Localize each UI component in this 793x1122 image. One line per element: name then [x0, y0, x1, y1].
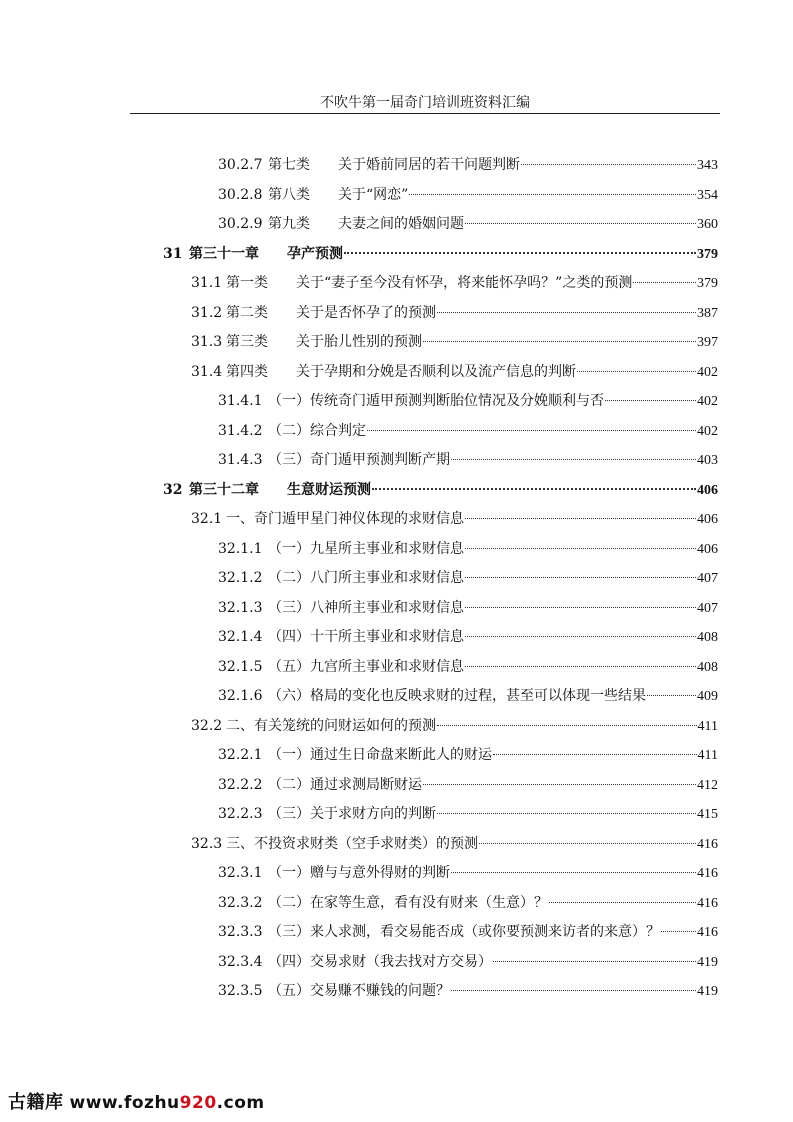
toc-entry-number: 32.3.4: [218, 953, 263, 970]
toc-entry-page: 379: [697, 246, 718, 262]
toc-entry-label: 第三十一章: [189, 245, 259, 262]
toc-entry[interactable]: [191, 268, 718, 298]
toc-entry-page: 402: [697, 364, 718, 380]
header-divider: [130, 113, 720, 114]
toc-leader-dots: [367, 430, 696, 431]
toc-entry-number: 31.2: [191, 304, 223, 321]
toc-entry-title: （五）交易赚不赚钱的问题？: [268, 983, 450, 999]
toc-entry-page: 416: [697, 836, 718, 852]
toc-entry[interactable]: [218, 976, 718, 1006]
toc-entry-number: 31.4: [191, 363, 223, 380]
toc-entry-title: （三）奇门遁甲预测判断产期: [268, 452, 450, 468]
toc-entry-label: 第二类: [226, 304, 268, 321]
toc-entry-page: 402: [697, 423, 718, 439]
toc-entry-title: 夫妻之间的婚姻问题: [338, 216, 464, 232]
toc-leader-dots: [437, 312, 696, 313]
toc-leader-dots: [465, 666, 696, 667]
toc-entry-number: 32.1.5: [218, 658, 263, 675]
toc-entry[interactable]: [218, 917, 718, 947]
watermark: [8, 1088, 265, 1114]
toc-entry-page: 408: [697, 630, 718, 645]
toc-entry-page: 406: [697, 482, 718, 498]
toc-entry-title: （三）关于求财方向的判断: [268, 806, 436, 822]
toc-entry-number: 32.3.3: [218, 924, 263, 940]
watermark-url-number: 920: [179, 1093, 217, 1113]
toc-leader-dots: [465, 607, 696, 608]
toc-entry[interactable]: [218, 858, 718, 888]
toc-leader-dots: [423, 784, 696, 785]
toc-entry-number: 30.2.8: [218, 186, 263, 203]
toc-leader-dots: [465, 548, 696, 549]
toc-entry-number: 32.1.2: [218, 570, 263, 586]
toc-entry-label: 第八类: [268, 186, 310, 203]
toc-entry-title: 三、不投资求财类（空手求财类）的预测: [226, 835, 478, 852]
toc-entry-label: 第七类: [268, 157, 310, 173]
toc-entry[interactable]: [191, 298, 718, 328]
toc-entry-page: 415: [697, 807, 718, 822]
toc-leader-dots: [372, 488, 696, 490]
toc-entry-page: 360: [697, 217, 718, 232]
toc-entry-number: 31.4.3: [218, 452, 263, 468]
toc-entry-page: 416: [697, 925, 718, 940]
toc-leader-dots: [423, 341, 696, 342]
toc-entry-title: （二）在家等生意，看有没有财来（生意）？: [268, 894, 548, 911]
toc-leader-dots: [493, 754, 697, 755]
toc-leader-dots: [437, 813, 696, 814]
toc-entry-number: 32.2.2: [218, 776, 263, 793]
toc-entry-page: 379: [697, 276, 718, 291]
toc-entry[interactable]: [218, 180, 718, 210]
toc-entry-number: 31.3: [191, 334, 223, 350]
toc-entry[interactable]: [218, 888, 718, 918]
toc-entry-title: （一）九星所主事业和求财信息: [268, 540, 464, 557]
toc-entry-page: 402: [697, 394, 718, 409]
toc-entry-number: 32: [163, 481, 183, 498]
toc-leader-dots: [409, 194, 696, 195]
toc-entry[interactable]: [218, 770, 718, 800]
toc-entry-number: 32.3.1: [218, 865, 263, 881]
toc-entry-title: 一、奇门遁甲星门神仪体现的求财信息: [226, 511, 464, 527]
toc-entry[interactable]: [218, 386, 718, 416]
toc-entry-title: 关于是否怀孕了的预测: [296, 304, 436, 321]
toc-entry-page: 409: [697, 689, 718, 704]
toc-entry-page: 354: [697, 187, 718, 203]
toc-entry[interactable]: [218, 740, 718, 770]
toc-entry-page: 411: [697, 718, 718, 734]
toc-entry-title: 关于胎儿性别的预测: [296, 334, 422, 350]
toc-entry-page: 397: [697, 335, 718, 350]
toc-leader-dots: [465, 518, 696, 519]
toc-entry-page: 419: [697, 984, 718, 999]
toc-entry-page: 406: [697, 512, 718, 527]
toc-entry-title: （三）来人求测，看交易能否成（或你要预测来访者的来意）？: [268, 924, 660, 940]
toc-entry-number: 31.4.1: [218, 393, 263, 409]
toc-entry-title: （六）格局的变化也反映求财的过程，甚至可以体现一些结果: [268, 688, 646, 704]
toc-leader-dots: [493, 961, 696, 962]
toc-leader-dots: [451, 990, 696, 991]
toc-entry-page: 412: [697, 777, 718, 793]
toc-entry[interactable]: [163, 475, 718, 505]
toc-entry-number: 32.1.4: [218, 629, 263, 645]
toc-entry[interactable]: [218, 534, 718, 564]
toc-leader-dots: [437, 725, 697, 726]
toc-entry[interactable]: [218, 445, 718, 475]
toc-entry-number: 32.2.3: [218, 806, 263, 822]
toc-leader-dots: [647, 695, 696, 696]
toc-entry-title: （二）综合判定: [268, 422, 366, 439]
toc-entry[interactable]: [163, 239, 718, 269]
toc-entry-page: 407: [697, 600, 718, 616]
toc-entry[interactable]: [218, 622, 718, 652]
toc-entry[interactable]: [218, 209, 718, 239]
toc-leader-dots: [521, 164, 696, 165]
toc-entry-number: 31.1: [191, 275, 223, 291]
toc-entry-number: 31: [163, 245, 183, 262]
toc-entry[interactable]: [191, 327, 718, 357]
toc-entry-number: 32.3.2: [218, 894, 263, 911]
toc-entry[interactable]: [218, 416, 718, 446]
toc-entry-number: 32.2: [191, 717, 223, 734]
toc-entry-title: （一）通过生日命盘来断此人的财运: [268, 747, 492, 763]
toc-entry[interactable]: [218, 652, 718, 682]
toc-entry-number: 32.1.6: [218, 688, 263, 704]
toc-entry-page: 343: [697, 158, 718, 173]
toc-entry-page: 416: [697, 895, 718, 911]
toc-entry-page: 407: [697, 571, 718, 586]
toc-entry-title: 关于婚前同居的若干问题判断: [338, 157, 520, 173]
toc-leader-dots: [451, 872, 696, 873]
toc-entry-title: 二、有关笼统的问财运如何的预测: [226, 717, 436, 734]
toc-entry-page: 408: [697, 659, 718, 675]
toc-entry-title: （三）八神所主事业和求财信息: [268, 599, 464, 616]
toc-entry[interactable]: [218, 150, 718, 180]
toc-entry-label: 第三十二章: [189, 481, 259, 498]
toc-entry[interactable]: [191, 357, 718, 387]
toc-entry-label: 第四类: [226, 363, 268, 380]
toc-entry-number: 32.3: [191, 835, 223, 852]
toc-leader-dots: [344, 252, 696, 254]
toc-entry[interactable]: [218, 681, 718, 711]
toc-leader-dots: [661, 931, 696, 932]
toc-entry-title: （四）交易求财（我去找对方交易）: [268, 953, 492, 970]
toc-leader-dots: [549, 902, 696, 903]
toc-entry[interactable]: [218, 947, 718, 977]
toc-entry[interactable]: [218, 799, 718, 829]
toc-leader-dots: [451, 459, 696, 460]
toc-entry-title: （二）八门所主事业和求财信息: [268, 570, 464, 586]
toc-entry-title: 孕产预测: [287, 245, 343, 262]
toc-entry-number: 32.1.1: [218, 540, 263, 557]
toc-entry-number: 31.4.2: [218, 422, 263, 439]
watermark-site-name: 古籍库: [8, 1092, 64, 1113]
toc-leader-dots: [479, 843, 696, 844]
toc-entry-label: 第一类: [226, 275, 268, 291]
toc-entry[interactable]: [191, 829, 718, 859]
toc-entry-page: 416: [697, 866, 718, 881]
toc-entry-title: （一）传统奇门遁甲预测判断胎位情况及分娩顺利与否: [268, 393, 604, 409]
watermark-url-prefix: www.fozhu: [69, 1093, 180, 1113]
toc-entry-page: 419: [697, 954, 718, 970]
toc-leader-dots: [465, 636, 696, 637]
toc-entry-title: 关于“妻子至今没有怀孕，将来能怀孕吗？”之类的预测: [296, 275, 633, 291]
toc-entry-number: 30.2.9: [218, 216, 263, 232]
toc-entry-page: 403: [697, 453, 718, 468]
toc-entry-title: （四）十干所主事业和求财信息: [268, 629, 464, 645]
toc-entry-label: 第三类: [226, 334, 268, 350]
toc-leader-dots: [465, 223, 696, 224]
toc-entry-number: 30.2.7: [218, 157, 263, 173]
toc-entry-page: 387: [697, 305, 718, 321]
toc-entry-title: 关于孕期和分娩是否顺利以及流产信息的判断: [296, 363, 576, 380]
toc-leader-dots: [633, 282, 696, 283]
toc-entry-page: 411: [697, 748, 718, 763]
toc-leader-dots: [605, 400, 696, 401]
toc-entry-title: 生意财运预测: [287, 481, 371, 498]
toc-entry[interactable]: [191, 711, 718, 741]
toc-entry-title: （五）九宫所主事业和求财信息: [268, 658, 464, 675]
toc-entry-number: 32.3.5: [218, 983, 263, 999]
toc-entry-page: 406: [697, 541, 718, 557]
toc-leader-dots: [465, 577, 696, 578]
toc-entry-title: 关于“网恋”: [338, 186, 409, 203]
toc-entry[interactable]: [191, 504, 718, 534]
toc-entry[interactable]: [218, 593, 718, 623]
page-header: 不吹牛第一届奇门培训班资料汇编: [320, 95, 530, 111]
toc-leader-dots: [577, 371, 696, 372]
toc-entry[interactable]: [218, 563, 718, 593]
toc-entry-number: 32.2.1: [218, 747, 263, 763]
toc-entry-title: （一）赠与与意外得财的判断: [268, 865, 450, 881]
watermark-url-suffix: .com: [216, 1093, 265, 1113]
toc-entry-title: （二）通过求测局断财运: [268, 776, 422, 793]
toc-entry-label: 第九类: [268, 216, 310, 232]
toc-entry-number: 32.1: [191, 511, 223, 527]
toc-entry-number: 32.1.3: [218, 599, 263, 616]
